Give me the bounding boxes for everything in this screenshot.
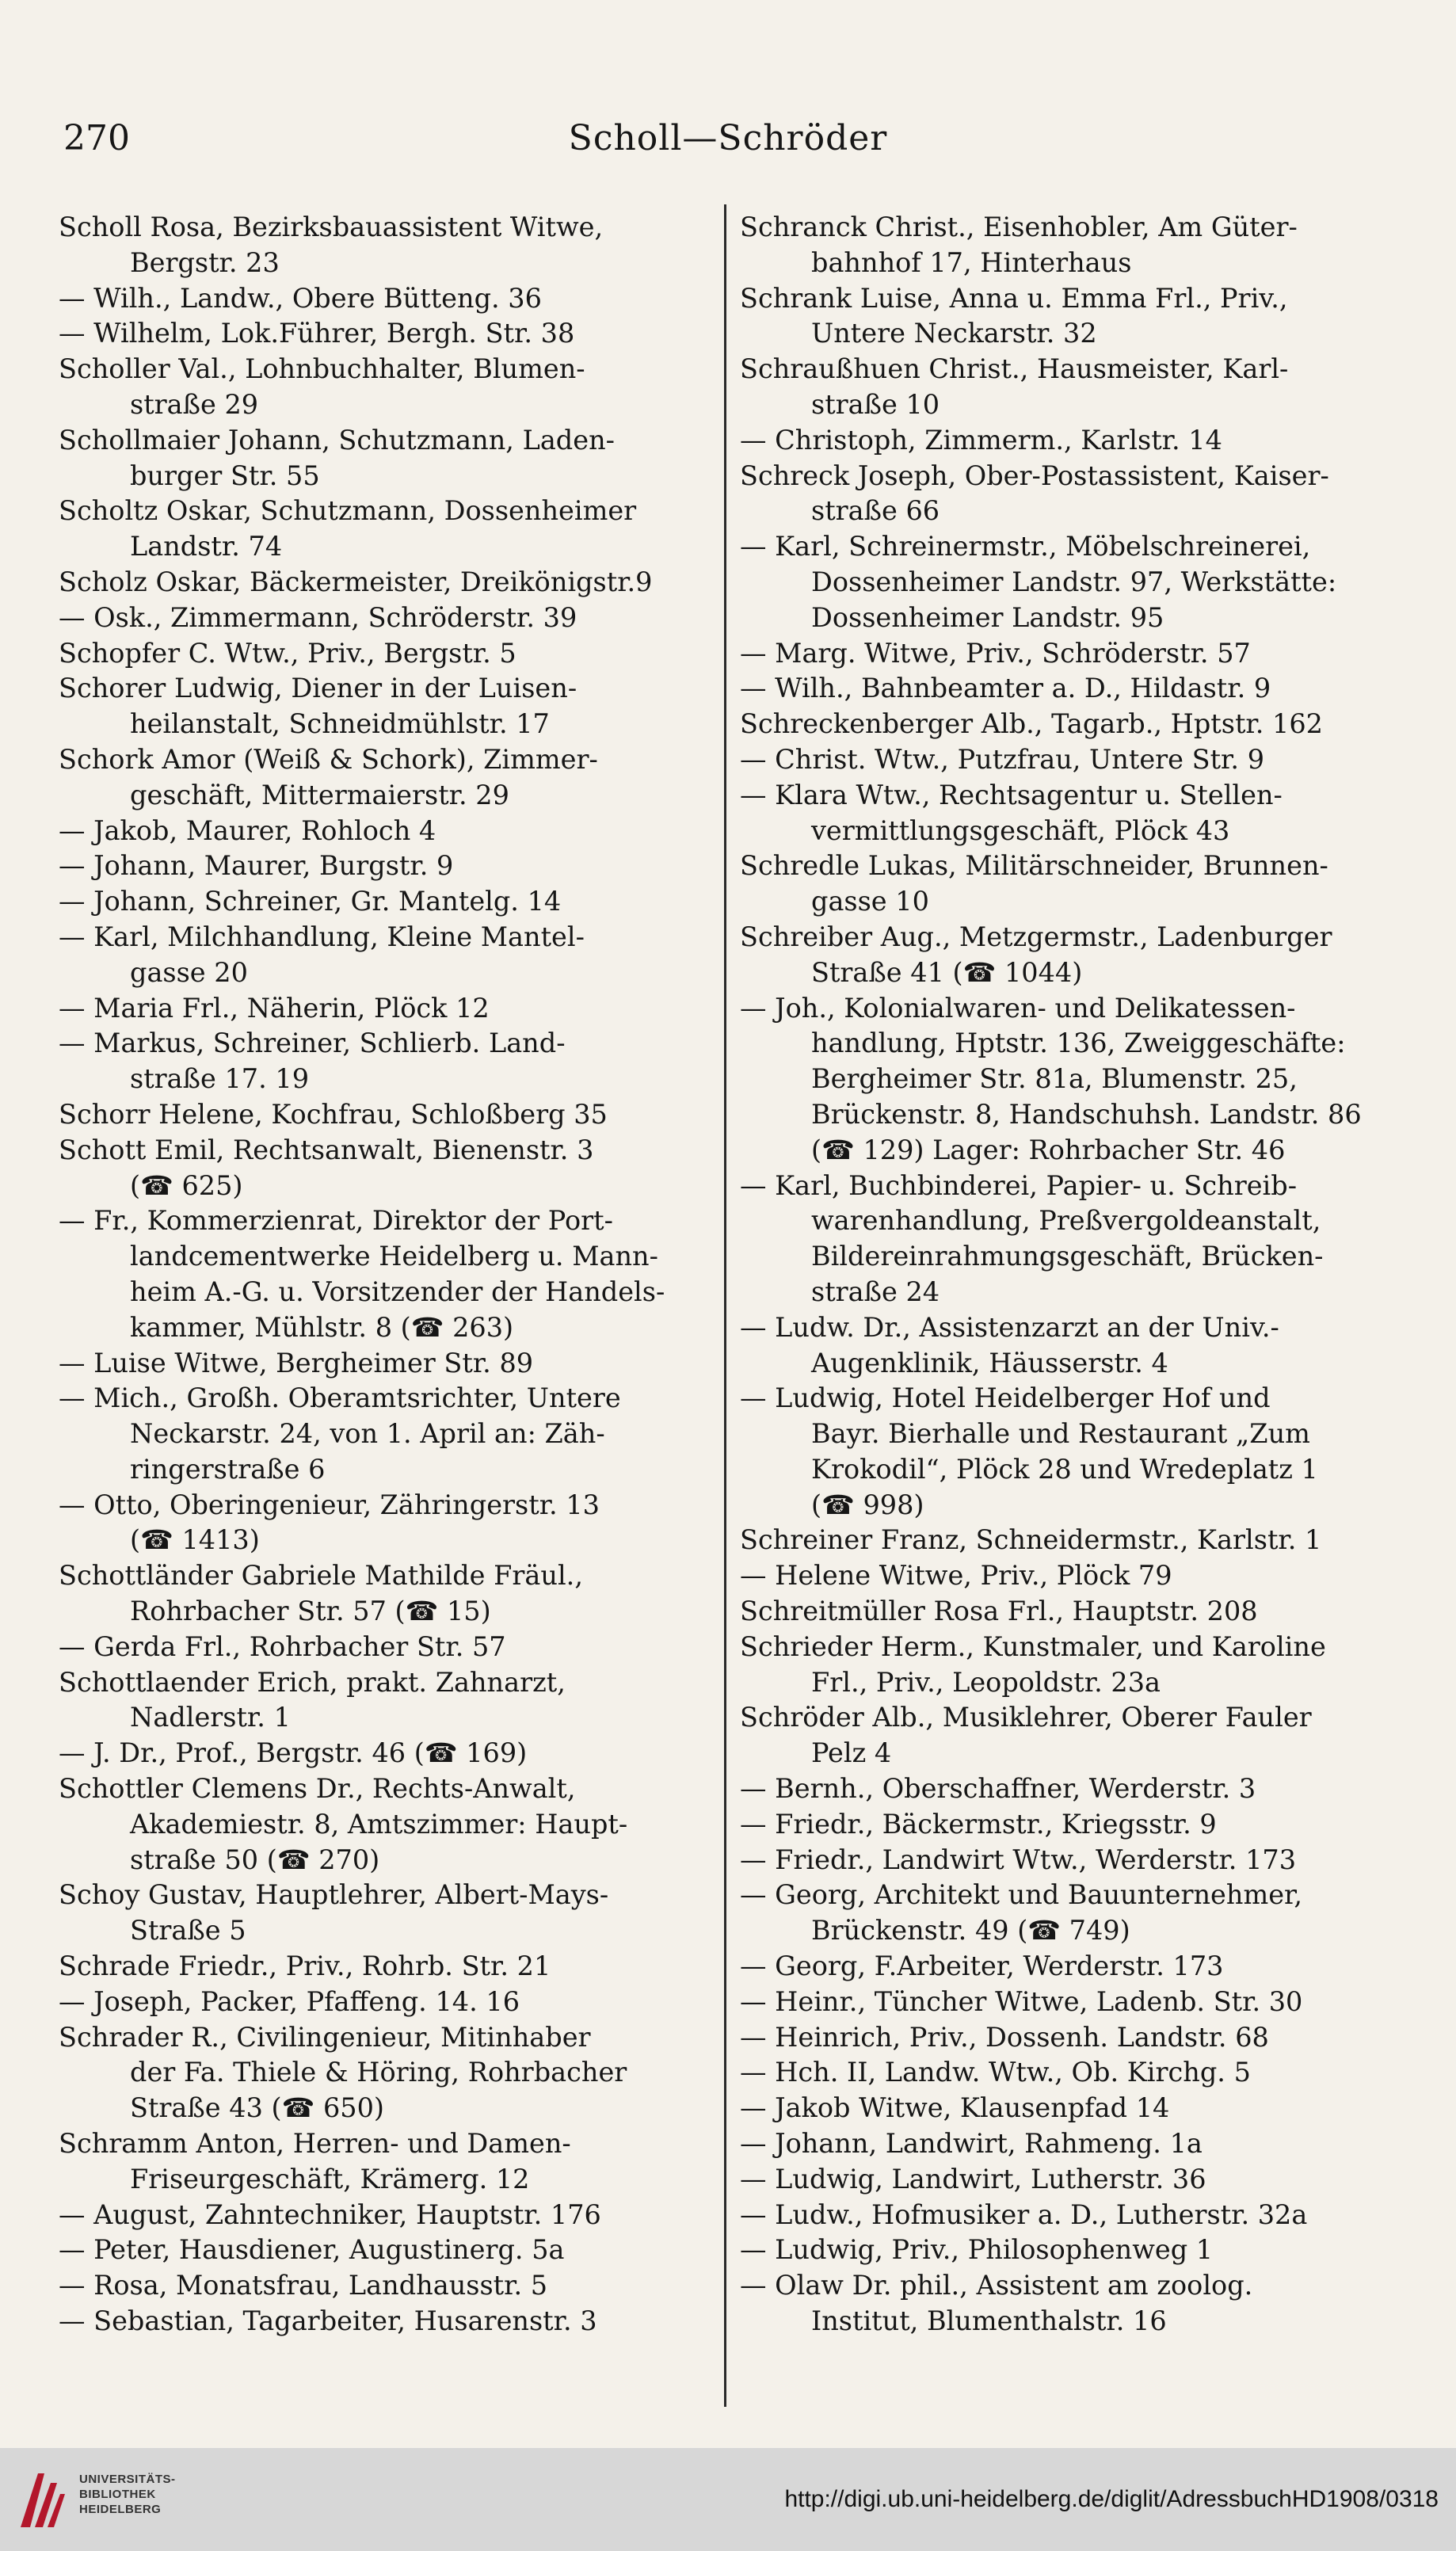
entry-line: — Karl, Buchbinderei, Papier- u. Schreib-: [740, 1169, 1298, 1201]
entry-continuation-line: Brückenstr. 8, Handschuhsh. Landstr. 86: [811, 1098, 1362, 1130]
footer-bar: [0, 2448, 1456, 2551]
entry-continuation-line: der Fa. Thiele & Höring, Rohrbacher: [130, 2057, 627, 2088]
entry-line: Scholz Oskar, Bäckermeister, Dreikönigstr.9: [59, 566, 653, 597]
entry-line: — Rosa, Monatsfrau, Landhausstr. 5: [59, 2270, 548, 2301]
entry-line: Schorer Ludwig, Diener in der Luisen-: [59, 673, 577, 704]
entry-line: Schrader R., Civilingenieur, Mitinhaber: [59, 2021, 591, 2053]
entry-continuation-line: vermittlungsgeschäft, Plöck 43: [811, 814, 1230, 846]
entry-line: — Ludw. Dr., Assistenzarzt an der Univ.-: [740, 1311, 1279, 1343]
entry-continuation-line: landcementwerke Heidelberg u. Mann-: [130, 1241, 658, 1272]
column-divider: [724, 204, 726, 2407]
entry-line: — Olaw Dr. phil., Assistent am zoolog.: [740, 2270, 1253, 2301]
entry-continuation-line: Pelz 4: [811, 1737, 892, 1769]
entry-line: Schrieder Herm., Kunstmaler, und Karoline: [740, 1630, 1326, 1662]
entry-line: — Wilhelm, Lok.Führer, Bergh. Str. 38: [59, 318, 575, 349]
entry-line: Scholler Val., Lohnbuchhalter, Blumen-: [59, 353, 585, 385]
entry-line: — Wilh., Bahnbeamter a. D., Hildastr. 9: [740, 673, 1271, 704]
entry-continuation-line: ringerstraße 6: [130, 1453, 326, 1485]
entry-line: — Fr., Kommerzienrat, Direktor der Port-: [59, 1205, 613, 1237]
entry-continuation-line: straße 29: [130, 388, 259, 420]
entry-line: — Karl, Schreinermstr., Möbelschreinerei,: [740, 531, 1311, 562]
entry-continuation-line: straße 50 (☎ 270): [130, 1844, 380, 1875]
entry-line: Schrank Luise, Anna u. Emma Frl., Priv.,: [740, 282, 1288, 314]
entry-line: — Christ. Wtw., Putzfrau, Untere Str. 9: [740, 743, 1265, 775]
entry-line: — Christoph, Zimmerm., Karlstr. 14: [740, 424, 1222, 456]
entry-continuation-line: Dossenheimer Landstr. 97, Werkstätte:: [811, 566, 1337, 597]
entry-line: — Heinrich, Priv., Dossenh. Landstr. 68: [740, 2021, 1269, 2053]
entry-continuation-line: straße 17. 19: [130, 1063, 310, 1095]
entry-continuation-line: Dossenheimer Landstr. 95: [811, 601, 1164, 633]
entry-continuation-line: handlung, Hptstr. 136, Zweiggeschäfte:: [811, 1028, 1346, 1059]
entry-line: — August, Zahntechniker, Hauptstr. 176: [59, 2198, 601, 2230]
entry-line: — Johann, Landwirt, Rahmeng. 1a: [740, 2128, 1203, 2160]
entry-line: Schott Emil, Rechtsanwalt, Bienenstr. 3: [59, 1134, 594, 1165]
entry-line: — Ludwig, Landwirt, Lutherstr. 36: [740, 2163, 1206, 2194]
entry-continuation-line: geschäft, Mittermaierstr. 29: [130, 779, 509, 810]
entry-continuation-line: heim A.-G. u. Vorsitzender der Handels-: [130, 1276, 665, 1307]
entry-continuation-line: Rohrbacher Str. 57 (☎ 15): [130, 1596, 491, 1627]
entry-line: — Klara Wtw., Rechtsagentur u. Stellen-: [740, 779, 1283, 810]
entry-line: Schreckenberger Alb., Tagarb., Hptstr. 162: [740, 708, 1323, 740]
entry-continuation-line: Straße 5: [130, 1915, 246, 1947]
entry-line: — J. Dr., Prof., Bergstr. 46 (☎ 169): [59, 1737, 528, 1769]
library-logo-text: [79, 2472, 176, 2517]
entry-line: — Georg, Architekt und Bauunternehmer,: [740, 1879, 1303, 1911]
entry-continuation-line: straße 66: [811, 495, 940, 527]
entry-line: Schreitmüller Rosa Frl., Hauptstr. 208: [740, 1596, 1258, 1627]
entry-continuation-line: Friseurgeschäft, Krämerg. 12: [130, 2163, 530, 2194]
entry-continuation-line: Institut, Blumenthalstr. 16: [811, 2305, 1167, 2337]
entry-line: Schottler Clemens Dr., Rechts-Anwalt,: [59, 1773, 576, 1805]
entry-line: — Markus, Schreiner, Schlierb. Land-: [59, 1028, 566, 1059]
entry-line: — Joh., Kolonialwaren- und Delikatessen-: [740, 992, 1296, 1024]
entry-line: — Wilh., Landw., Obere Bütteng. 36: [59, 282, 542, 314]
entry-continuation-line: Augenklinik, Häusserstr. 4: [811, 1347, 1168, 1378]
entry-line: Schoy Gustav, Hauptlehrer, Albert-Mays-: [59, 1879, 609, 1911]
entry-line: Schottländer Gabriele Mathilde Fräul.,: [59, 1560, 583, 1592]
entry-line: — Gerda Frl., Rohrbacher Str. 57: [59, 1630, 506, 1662]
entry-continuation-line: Brückenstr. 49 (☎ 749): [811, 1915, 1130, 1947]
entry-line: — Marg. Witwe, Priv., Schröderstr. 57: [740, 637, 1251, 669]
logo-line: HEIDELBERG: [79, 2503, 162, 2516]
entry-continuation-line: Landstr. 74: [130, 531, 283, 562]
entry-continuation-line: Bayr. Bierhalle und Restaurant „Zum: [811, 1418, 1310, 1450]
page-number: 270: [63, 118, 130, 158]
entry-line: — Joseph, Packer, Pfaffeng. 14. 16: [59, 1985, 520, 2017]
entry-continuation-line: Krokodil“, Plöck 28 und Wredeplatz 1: [811, 1453, 1318, 1485]
entry-line: — Otto, Oberingenieur, Zähringerstr. 13: [59, 1489, 600, 1520]
entry-line: Schreiner Franz, Schneidermstr., Karlstr. 1: [740, 1524, 1322, 1556]
entry-line: — Osk., Zimmermann, Schröderstr. 39: [59, 601, 577, 633]
entry-line: Schopfer C. Wtw., Priv., Bergstr. 5: [59, 637, 516, 669]
entry-continuation-line: Bergheimer Str. 81a, Blumenstr. 25,: [811, 1063, 1298, 1095]
entry-line: — Jakob Witwe, Klausenpfad 14: [740, 2092, 1170, 2124]
entry-continuation-line: gasse 10: [811, 886, 929, 917]
entry-continuation-line: Untere Neckarstr. 32: [811, 318, 1097, 349]
entry-line: — Ludwig, Priv., Philosophenweg 1: [740, 2234, 1214, 2266]
entry-line: — Jakob, Maurer, Rohloch 4: [59, 814, 436, 846]
entry-continuation-line: Frl., Priv., Leopoldstr. 23a: [811, 1666, 1161, 1698]
entry-continuation-line: Nadlerstr. 1: [130, 1702, 291, 1733]
entry-line: Schollmaier Johann, Schutzmann, Laden-: [59, 424, 615, 456]
entry-line: — Ludwig, Hotel Heidelberger Hof und: [740, 1382, 1271, 1414]
entry-line: Schredle Lukas, Militärschneider, Brunnen-: [740, 850, 1328, 882]
entry-line: — Bernh., Oberschaffner, Werderstr. 3: [740, 1773, 1256, 1805]
entry-line: Schröder Alb., Musiklehrer, Oberer Fauler: [740, 1702, 1312, 1733]
entry-line: — Heinr., Tüncher Witwe, Ladenb. Str. 30: [740, 1985, 1303, 2017]
entry-line: Schraußhuen Christ., Hausmeister, Karl-: [740, 353, 1289, 385]
entry-line: Schramm Anton, Herren- und Damen-: [59, 2128, 571, 2160]
entry-continuation-line: (☎ 998): [811, 1489, 924, 1520]
entry-line: Scholl Rosa, Bezirksbauassistent Witwe,: [59, 212, 604, 242]
entry-line: — Helene Witwe, Priv., Plöck 79: [740, 1560, 1172, 1592]
entry-continuation-line: Straße 41 (☎ 1044): [811, 956, 1083, 988]
university-seal-icon: [14, 2459, 70, 2538]
page-header: [63, 111, 1393, 166]
entry-line: Scholtz Oskar, Schutzmann, Dossenheimer: [59, 495, 637, 527]
right-column: [740, 210, 1405, 2339]
entry-line: — Maria Frl., Näherin, Plöck 12: [59, 992, 490, 1024]
entry-continuation-line: bahnhof 17, Hinterhaus: [811, 246, 1132, 278]
entry-line: — Friedr., Landwirt Wtw., Werderstr. 173: [740, 1844, 1297, 1875]
entry-continuation-line: Bergstr. 23: [130, 246, 280, 278]
entry-continuation-line: Straße 43 (☎ 650): [130, 2092, 384, 2124]
entry-line: — Mich., Großh. Oberamtsrichter, Untere: [59, 1382, 621, 1414]
entry-line: Schranck Christ., Eisenhobler, Am Güter-: [740, 212, 1298, 242]
entry-line: Schrade Friedr., Priv., Rohrb. Str. 21: [59, 1950, 551, 1982]
entry-line: — Karl, Milchhandlung, Kleine Mantel-: [59, 921, 585, 952]
running-head: Scholl—Schröder: [568, 118, 888, 158]
entry-line: Schreck Joseph, Ober-Postassistent, Kaiser-: [740, 459, 1329, 491]
entry-line: — Peter, Hausdiener, Augustinerg. 5a: [59, 2234, 565, 2266]
entry-continuation-line: Neckarstr. 24, von 1. April an: Zäh-: [130, 1418, 605, 1450]
entry-continuation-line: heilanstalt, Schneidmühlstr. 17: [130, 708, 550, 740]
entry-line: Schreiber Aug., Metzgermstr., Ladenburger: [740, 921, 1332, 952]
entry-continuation-line: Bildereinrahmungsgeschäft, Brücken-: [811, 1241, 1324, 1272]
entry-continuation-line: (☎ 129) Lager: Rohrbacher Str. 46: [811, 1134, 1286, 1165]
entry-line: — Johann, Maurer, Burgstr. 9: [59, 850, 454, 882]
entry-continuation-line: straße 10: [811, 388, 940, 420]
entry-continuation-line: Akademiestr. 8, Amtszimmer: Haupt-: [130, 1808, 628, 1840]
entry-continuation-line: warenhandlung, Preßvergoldeanstalt,: [811, 1205, 1321, 1237]
entry-line: — Georg, F.Arbeiter, Werderstr. 173: [740, 1950, 1224, 1982]
entry-line: — Sebastian, Tagarbeiter, Husarenstr. 3: [59, 2305, 597, 2337]
entry-continuation-line: kammer, Mühlstr. 8 (☎ 263): [130, 1311, 514, 1343]
entry-line: — Ludw., Hofmusiker a. D., Lutherstr. 32a: [740, 2198, 1308, 2230]
logo-line: UNIVERSITÄTS-: [79, 2473, 176, 2486]
entry-line: — Johann, Schreiner, Gr. Mantelg. 14: [59, 886, 562, 917]
logo-line: BIBLIOTHEK: [79, 2488, 156, 2501]
entry-continuation-line: straße 24: [811, 1276, 940, 1307]
entry-continuation-line: gasse 20: [130, 956, 248, 988]
entry-line: Schorr Helene, Kochfrau, Schloßberg 35: [59, 1098, 608, 1130]
entry-line: Schork Amor (Weiß & Schork), Zimmer-: [59, 743, 598, 775]
entry-line: — Friedr., Bäckermstr., Kriegsstr. 9: [740, 1808, 1217, 1840]
source-url[interactable]: http://digi.ub.uni-heidelberg.de/diglit/AdressbuchHD1908/0318: [784, 2486, 1439, 2512]
entry-line: — Hch. II, Landw. Wtw., Ob. Kirchg. 5: [740, 2057, 1251, 2088]
entry-continuation-line: (☎ 1413): [130, 1524, 260, 1556]
entry-line: — Luise Witwe, Bergheimer Str. 89: [59, 1347, 534, 1378]
entry-line: Schottlaender Erich, prakt. Zahnarzt,: [59, 1666, 566, 1698]
entry-continuation-line: burger Str. 55: [130, 459, 320, 491]
entry-continuation-line: (☎ 625): [130, 1169, 243, 1201]
left-column: [59, 210, 724, 2339]
